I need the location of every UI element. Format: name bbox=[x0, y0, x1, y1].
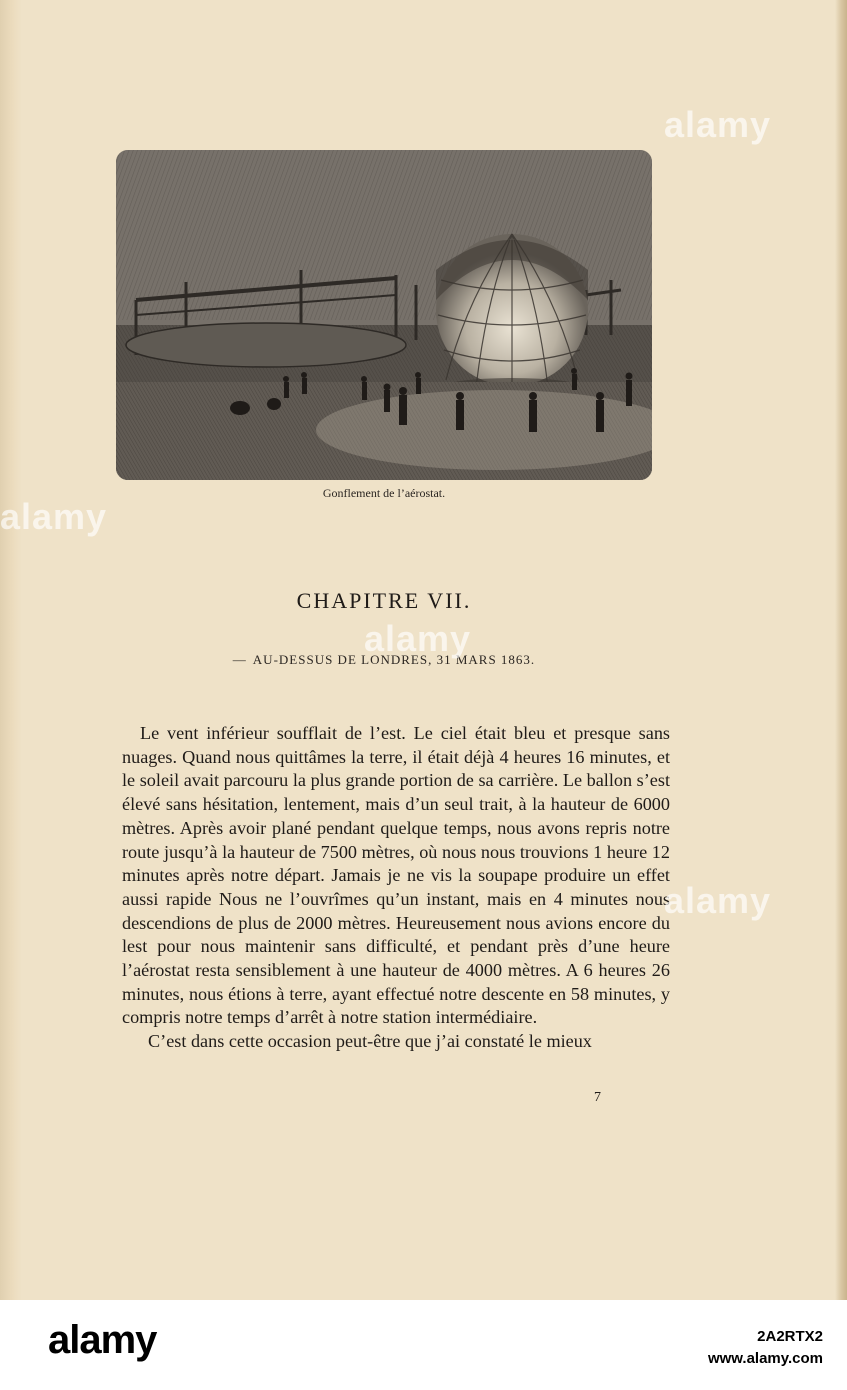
watermark-brand: alamy bbox=[664, 880, 772, 921]
body-text bbox=[122, 722, 670, 1054]
book-spine-shadow bbox=[0, 0, 22, 1300]
watermark-brand: alamy bbox=[0, 496, 108, 537]
page-number: 7 bbox=[594, 1090, 601, 1105]
stock-footer bbox=[0, 1300, 847, 1390]
site-url: www.alamy.com bbox=[707, 1350, 823, 1367]
illustration-caption: Gonflement de l’aérostat. bbox=[322, 486, 446, 500]
paragraph-1: Le vent inférieur soufflait de l’est. Le ciel était bleu et presque sans nuages. Quand nous quittâmes la terre, il était déjà 4 heures 16 minutes, et le soleil avait parcouru la plus grande portion de sa carrière. Le ballon s’est élevé sans hésitation, lentement, mais d’un seul trait, à la hauteur de 6000 mètres. Après avoir plané pendant quelque temps, nous avons repris notre route jusqu’à la hauteur de 7500 mètres, où nous nous trouvions 1 heure 12 minutes après notre départ. Jamais je ne vis la soupape produire un effet aussi rapide Nous ne l’ouvrîmes qu’un instant, mais en 4 minutes nous descendions de plus de 2000 mètres. Heureusement nous avions encore du lest pour nous maintenir sans difficulté, et pendant près d’une heure l’aérostat resta sensiblement à une hauteur de 4000 mètres. A 6 heures 26 minutes, nous étions à terre, ayant effectué notre descente en 58 minutes, y compris notre temps d’arrêt à notre station intermédiaire. bbox=[122, 723, 670, 1028]
alamy-logo: alamy bbox=[48, 1318, 157, 1362]
page-edge bbox=[835, 0, 847, 1300]
watermark-brand: alamy bbox=[364, 618, 472, 659]
subtitle-text: AU-DESSUS DE LONDRES, 31 MARS 1863. bbox=[252, 652, 536, 667]
engraving-illustration bbox=[116, 150, 652, 480]
subtitle-dash: — bbox=[232, 652, 247, 667]
paragraph-2: C’est dans cette occasion peut-être que j’ai constaté le mieux bbox=[148, 1031, 592, 1052]
chapter-title: CHAPITRE VII. bbox=[296, 588, 472, 613]
image-id: 2A2RTX2 bbox=[757, 1328, 823, 1345]
watermark-brand: alamy bbox=[664, 104, 772, 145]
